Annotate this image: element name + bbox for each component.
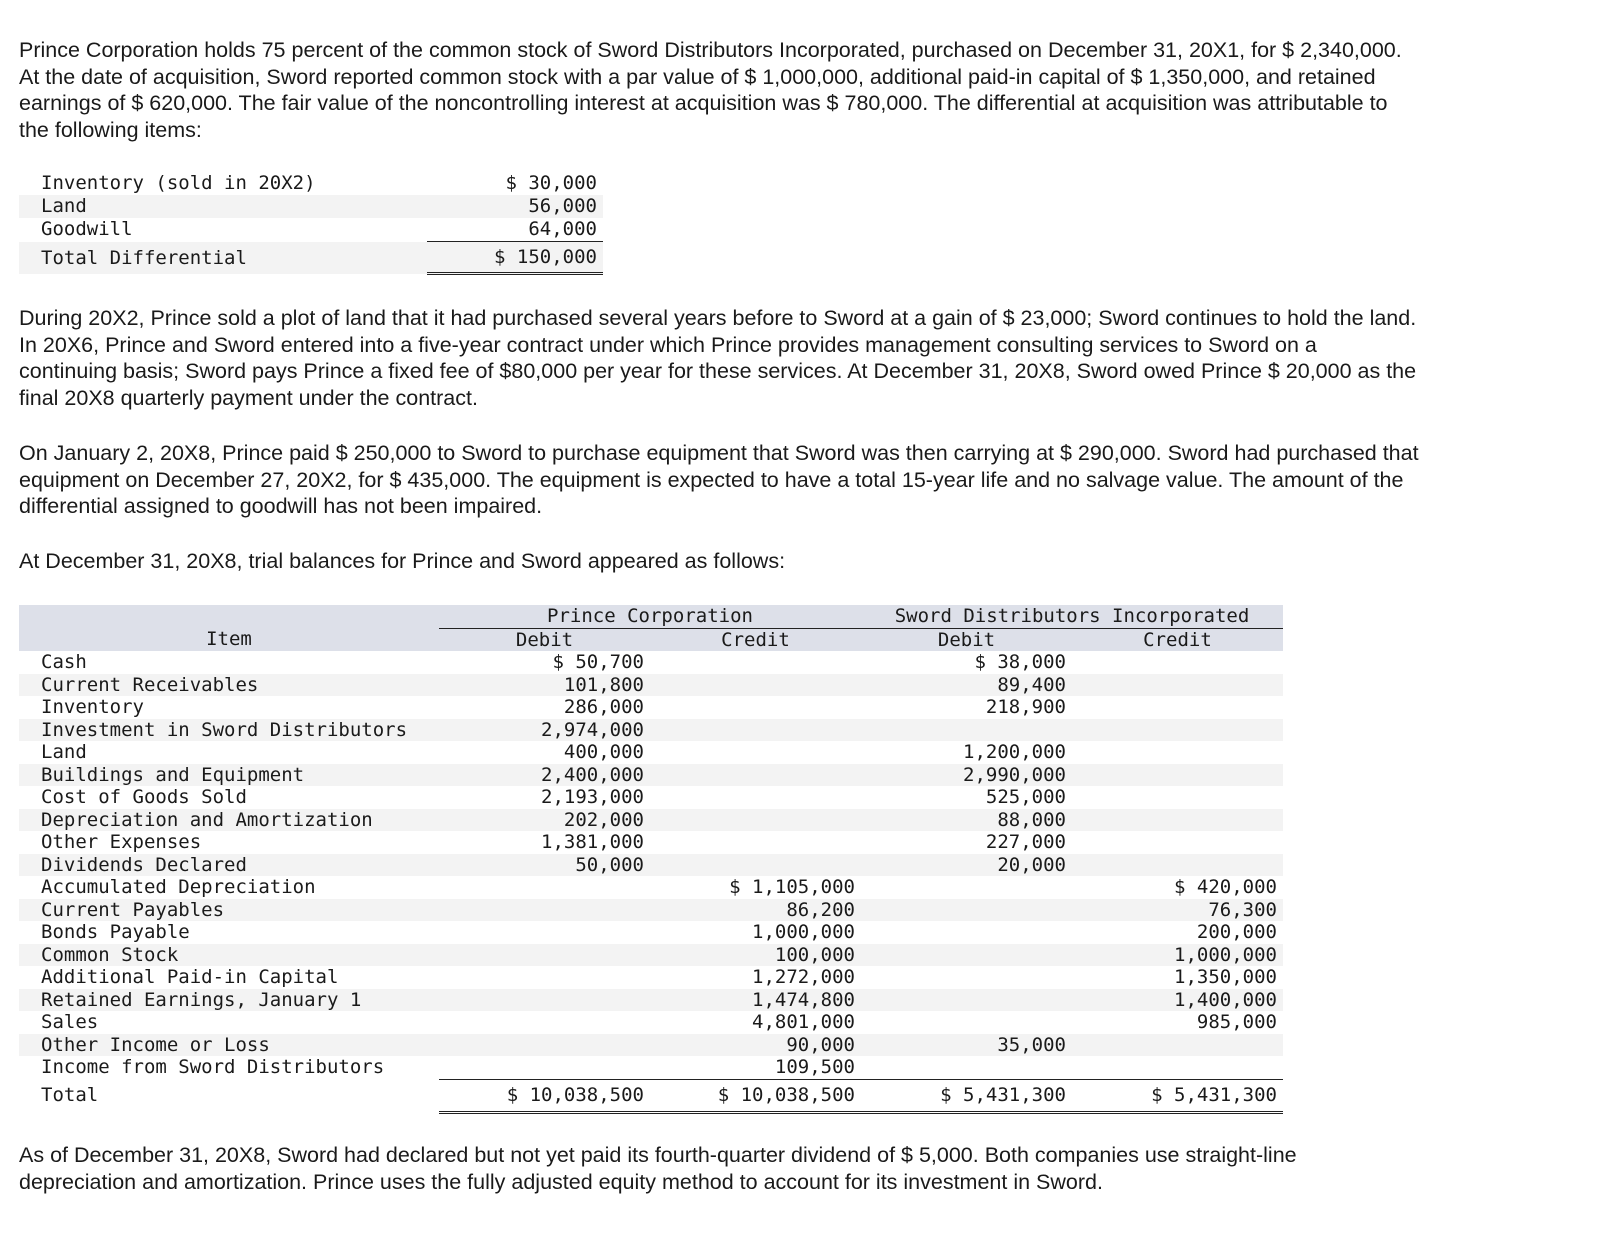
tb-item-cell: Common Stock bbox=[19, 944, 439, 967]
table-row bbox=[19, 944, 1283, 967]
sword-debit-cell bbox=[861, 1056, 1072, 1079]
prince-debit-cell: 50,000 bbox=[439, 854, 650, 877]
prince-credit-header: Credit bbox=[650, 628, 861, 651]
total-prince-debit-cell: $ 10,038,500 bbox=[439, 1079, 650, 1112]
table-row bbox=[19, 1034, 1283, 1057]
prince-debit-cell: 2,974,000 bbox=[439, 719, 650, 742]
prince-debit-cell bbox=[439, 966, 650, 989]
prince-credit-cell bbox=[650, 741, 861, 764]
sword-debit-cell: $ 38,000 bbox=[974, 651, 1066, 673]
table-row bbox=[19, 989, 1283, 1012]
header-row-columns bbox=[19, 628, 1283, 651]
sword-credit-cell: 76,300 bbox=[1072, 899, 1283, 922]
differential-total-amount: $ 150,000 bbox=[427, 242, 603, 274]
table-row bbox=[19, 876, 1283, 899]
sword-debit-cell: 525,000 bbox=[985, 786, 1066, 808]
differential-total-row bbox=[19, 242, 603, 274]
sword-credit-cell bbox=[1072, 764, 1283, 787]
prince-credit-cell bbox=[650, 674, 861, 697]
differential-amount: 56,000 bbox=[427, 195, 603, 218]
sword-credit-cell bbox=[1072, 786, 1283, 809]
prince-credit-cell: 109,500 bbox=[774, 1056, 855, 1078]
prince-credit-cell bbox=[650, 696, 861, 719]
total-tb-item-cell: Total bbox=[19, 1079, 439, 1112]
differential-amount: $ 30,000 bbox=[505, 172, 597, 194]
table-row bbox=[19, 651, 1283, 674]
prince-debit-cell: 202,000 bbox=[439, 809, 650, 832]
sword-header: Sword Distributors Incorporated bbox=[861, 605, 1283, 628]
prince-header: Prince Corporation bbox=[439, 605, 861, 628]
tb-item-cell: Other Income or Loss bbox=[19, 1034, 439, 1057]
table-row bbox=[19, 1011, 1283, 1034]
sword-debit-cell bbox=[861, 719, 1072, 742]
prince-debit-cell bbox=[439, 944, 650, 967]
sword-credit-cell bbox=[1072, 651, 1283, 674]
table-row bbox=[19, 966, 1283, 989]
sword-debit-cell bbox=[861, 1011, 1072, 1034]
table-row bbox=[19, 1056, 1283, 1079]
prince-credit-cell: $ 1,105,000 bbox=[729, 876, 855, 898]
differential-total-label: Total Differential bbox=[19, 242, 427, 274]
prince-debit-cell bbox=[439, 921, 650, 944]
prince-debit-header: Debit bbox=[439, 628, 650, 651]
sword-credit-header: Credit bbox=[1072, 628, 1283, 651]
tb-item-cell: Depreciation and Amortization bbox=[19, 809, 439, 832]
tb-item-cell: Cash bbox=[41, 651, 87, 673]
table-row bbox=[19, 696, 1283, 719]
tb-item-cell: Buildings and Equipment bbox=[19, 764, 439, 787]
header-row-companies bbox=[19, 605, 1283, 628]
sword-debit-cell bbox=[861, 876, 1072, 899]
table-row bbox=[19, 921, 1283, 944]
prince-debit-cell: 2,400,000 bbox=[439, 764, 650, 787]
sword-credit-cell bbox=[1072, 741, 1283, 764]
tb-item-cell: Bonds Payable bbox=[41, 921, 190, 943]
table-row bbox=[19, 831, 1283, 854]
total-prince-credit-cell: $ 10,038,500 bbox=[650, 1079, 861, 1112]
sword-debit-cell bbox=[861, 899, 1072, 922]
prince-debit-cell bbox=[439, 1011, 650, 1034]
prince-credit-cell: 1,272,000 bbox=[752, 966, 855, 988]
sword-debit-cell: 88,000 bbox=[861, 809, 1072, 832]
prince-debit-cell: 286,000 bbox=[563, 696, 644, 718]
sword-debit-cell: 2,990,000 bbox=[861, 764, 1072, 787]
sword-debit-cell: 218,900 bbox=[985, 696, 1066, 718]
land-sale-paragraph: During 20X2, Prince sold a plot of land that it had purchased several years before to Sword at a gain of $ 23,000; Sword continues to hold the land. In 20X6, Prince and Sword entered into a five-year contract under which Prince provides management consulting services to Sword on a continuing basis; Sword pays Prince a fixed fee of $80,000 per year for these services. At December 31, 20X8, Sword owed Prince $ 20,000 as the final 20X8 quarterly payment under the contract. bbox=[19, 306, 1417, 410]
sword-credit-cell bbox=[1072, 809, 1283, 832]
tb-item-cell: Dividends Declared bbox=[19, 854, 439, 877]
differential-label: Land bbox=[19, 195, 427, 218]
sword-credit-cell: 1,000,000 bbox=[1072, 944, 1283, 967]
tb-item-cell: Inventory bbox=[41, 696, 144, 718]
tb-item-cell: Other Expenses bbox=[41, 831, 202, 853]
table-row bbox=[19, 172, 603, 195]
table-row bbox=[19, 786, 1283, 809]
total-sword-debit-cell: $ 5,431,300 bbox=[861, 1079, 1072, 1112]
closing-paragraph: As of December 31, 20X8, Sword had declared but not yet paid its fourth-quarter dividend of $ 5,000. Both companies use straight-line depreciation and amortization. Prince uses the fully adjusted equity method to account for its investment in Sword. bbox=[19, 1143, 1297, 1194]
tb-item-cell: Additional Paid-in Capital bbox=[41, 966, 339, 988]
prince-credit-cell: 1,474,800 bbox=[650, 989, 861, 1012]
tb-item-cell: Land bbox=[41, 741, 87, 763]
sword-debit-cell: 20,000 bbox=[861, 854, 1072, 877]
prince-debit-cell: 101,800 bbox=[439, 674, 650, 697]
sword-credit-cell bbox=[1072, 1034, 1283, 1057]
trial-balance-intro: At December 31, 20X8, trial balances for Prince and Sword appeared as follows: bbox=[19, 549, 786, 573]
table-row bbox=[19, 719, 1283, 742]
prince-debit-cell bbox=[439, 1034, 650, 1057]
total-sword-credit-cell: $ 5,431,300 bbox=[1072, 1079, 1283, 1112]
sword-credit-cell: $ 420,000 bbox=[1174, 876, 1277, 898]
sword-debit-cell: 35,000 bbox=[861, 1034, 1072, 1057]
prince-credit-cell bbox=[650, 809, 861, 832]
prince-debit-cell bbox=[439, 989, 650, 1012]
tb-item-cell: Investment in Sword Distributors bbox=[19, 719, 439, 742]
prince-credit-cell: 86,200 bbox=[650, 899, 861, 922]
prince-credit-cell: 1,000,000 bbox=[752, 921, 855, 943]
tb-item-cell: Current Payables bbox=[19, 899, 439, 922]
sword-credit-cell bbox=[1072, 854, 1283, 877]
sword-debit-cell bbox=[861, 989, 1072, 1012]
sword-credit-cell bbox=[1072, 674, 1283, 697]
prince-credit-cell bbox=[650, 854, 861, 877]
sword-credit-cell bbox=[1072, 696, 1283, 719]
intro-paragraph: Prince Corporation holds 75 percent of the common stock of Sword Distributors Incorporated, purchased on December 31, 20X1, for $ 2,340,000. At the date of acquisition, Sword reported common stock with a par value of $ 1,000,000, additional paid-in capital of $ 1,350,000, and retained earnings of $ 620,000. The fair value of the noncontrolling interest at acquisition was $ 780,000. The differential at acquisition was attributable to the following items: bbox=[19, 38, 1402, 142]
sword-credit-cell: 1,400,000 bbox=[1072, 989, 1283, 1012]
sword-debit-cell bbox=[861, 944, 1072, 967]
sword-credit-cell bbox=[1072, 831, 1283, 854]
table-row bbox=[19, 741, 1283, 764]
sword-credit-cell bbox=[1072, 1056, 1283, 1079]
prince-debit-cell bbox=[439, 1056, 650, 1079]
sword-credit-cell: 1,350,000 bbox=[1174, 966, 1277, 988]
item-header: Item bbox=[19, 628, 439, 651]
table-row bbox=[19, 854, 1283, 877]
sword-debit-header: Debit bbox=[861, 628, 1072, 651]
table-row bbox=[19, 764, 1283, 787]
table-row bbox=[19, 899, 1283, 922]
prince-credit-cell bbox=[650, 651, 861, 674]
tb-item-cell: Accumulated Depreciation bbox=[41, 876, 316, 898]
prince-credit-cell bbox=[650, 764, 861, 787]
sword-credit-cell bbox=[1072, 719, 1283, 742]
prince-debit-cell: 2,193,000 bbox=[541, 786, 644, 808]
prince-debit-cell bbox=[439, 899, 650, 922]
differential-label: Inventory (sold in 20X2) bbox=[41, 172, 316, 194]
tb-item-cell: Cost of Goods Sold bbox=[41, 786, 247, 808]
total-row bbox=[19, 1079, 1283, 1112]
prince-debit-cell: 400,000 bbox=[563, 741, 644, 763]
prince-credit-cell: 100,000 bbox=[650, 944, 861, 967]
tb-item-cell: Retained Earnings, January 1 bbox=[19, 989, 439, 1012]
sword-debit-cell: 227,000 bbox=[985, 831, 1066, 853]
tb-item-cell: Sales bbox=[41, 1011, 99, 1033]
sword-credit-cell: 200,000 bbox=[1196, 921, 1277, 943]
sword-debit-cell bbox=[861, 921, 1072, 944]
sword-credit-cell: 985,000 bbox=[1196, 1011, 1277, 1033]
sword-debit-cell: 89,400 bbox=[861, 674, 1072, 697]
prince-credit-cell: 90,000 bbox=[650, 1034, 861, 1057]
table-row bbox=[19, 809, 1283, 832]
sword-debit-cell: 1,200,000 bbox=[963, 741, 1066, 763]
tb-item-cell: Income from Sword Distributors bbox=[41, 1056, 385, 1079]
equipment-paragraph: On January 2, 20X8, Prince paid $ 250,000 to Sword to purchase equipment that Sword was then carrying at $ 290,000. Sword had purchased that equipment on December 27, 20X2, for $ 435,000. The equipment is expected to have a total 15-year life and no salvage value. The amount of the differential assigned to goodwill has not been impaired. bbox=[19, 441, 1419, 518]
table-row bbox=[19, 195, 603, 218]
prince-credit-cell bbox=[650, 719, 861, 742]
differential-table bbox=[19, 172, 603, 275]
differential-amount: 64,000 bbox=[528, 218, 597, 240]
trial-balance-table bbox=[19, 605, 1283, 1114]
prince-debit-cell bbox=[439, 876, 650, 899]
tb-item-cell: Current Receivables bbox=[19, 674, 439, 697]
prince-debit-cell: $ 50,700 bbox=[552, 651, 644, 673]
differential-label: Goodwill bbox=[41, 218, 133, 241]
table-row bbox=[19, 674, 1283, 697]
sword-debit-cell bbox=[861, 966, 1072, 989]
table-row bbox=[19, 218, 603, 242]
trial-balance-body bbox=[19, 651, 1283, 1112]
prince-credit-cell bbox=[650, 831, 861, 854]
prince-credit-cell: 4,801,000 bbox=[752, 1011, 855, 1033]
prince-credit-cell bbox=[650, 786, 861, 809]
prince-debit-cell: 1,381,000 bbox=[541, 831, 644, 853]
